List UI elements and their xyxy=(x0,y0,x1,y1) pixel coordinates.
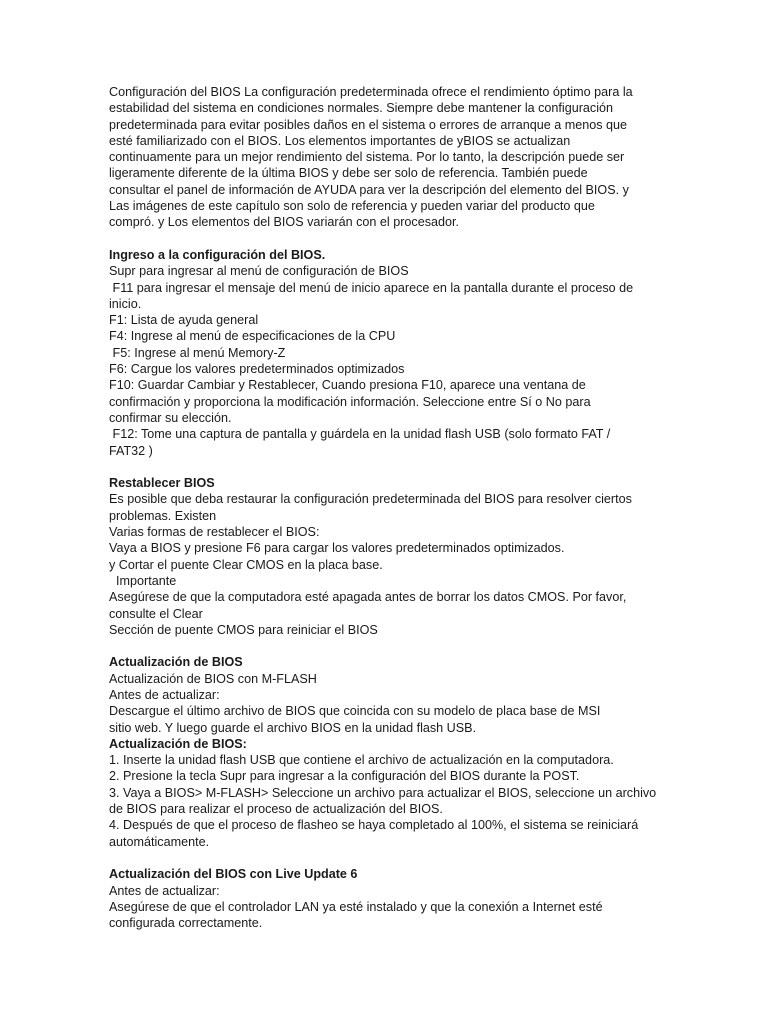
text-line: confirmar su elección. xyxy=(109,410,232,425)
text-line: 3. Vaya a BIOS> M-FLASH> Seleccione un archivo para actualizar el BIOS, seleccione un archivo xyxy=(109,785,657,800)
section-heading: Restablecer BIOS xyxy=(109,476,215,491)
text-line: Las imágenes de este capítulo son solo de referencia y pueden variar del producto que xyxy=(109,199,595,214)
spacer xyxy=(109,638,668,654)
text-line: Varias formas de restablecer el BIOS: xyxy=(109,525,320,540)
text-line: Antes de actualizar: xyxy=(109,687,220,702)
text-line: 2. Presione la tecla Supr para ingresar a la configuración del BIOS durante la POST. xyxy=(109,769,580,784)
text-line: Actualización de BIOS con M-FLASH xyxy=(109,671,317,686)
text-line: Antes de actualizar: xyxy=(109,883,220,898)
section-live-update xyxy=(109,866,668,931)
text-line: Vaya a BIOS y presione F6 para cargar los valores predeterminados optimizados. xyxy=(109,541,565,556)
text-line: y Cortar el puente Clear CMOS en la placa base. xyxy=(109,557,383,572)
text-line: predeterminada para evitar posibles daños en el sistema o errores de arranque a menos que xyxy=(109,117,628,132)
text-line: F6: Cargue los valores predeterminados optimizados xyxy=(109,362,405,377)
section-ingreso xyxy=(109,247,668,459)
text-line: Importante xyxy=(109,573,177,588)
section-heading: Actualización de BIOS xyxy=(109,655,243,670)
text-line: F1: Lista de ayuda general xyxy=(109,313,259,328)
text-line: consulte el Clear xyxy=(109,606,203,621)
text-line: de BIOS para realizar el proceso de actualización del BIOS. xyxy=(109,802,443,817)
text-line: problemas. Existen xyxy=(109,508,217,523)
text-line: esté familiarizado con el BIOS. Los elementos importantes de yBIOS se actualizan xyxy=(109,133,571,148)
text-line: FAT32 ) xyxy=(109,443,153,458)
text-line: confirmación y proporciona la modificación información. Seleccione entre Sí o No para xyxy=(109,394,591,409)
intro-paragraph xyxy=(109,84,668,231)
text-line: Es posible que deba restaurar la configuración predeterminada del BIOS para resolver ciertos xyxy=(109,492,632,507)
text-line: continuamente para un mejor rendimiento del sistema. Por lo tanto, la descripción puede ser xyxy=(109,150,625,165)
text-line: Descargue el último archivo de BIOS que coincida con su modelo de placa base de MSI xyxy=(109,704,601,719)
text-line: Asegúrese de que el controlador LAN ya esté instalado y que la conexión a Internet esté xyxy=(109,899,603,914)
text-line: Supr para ingresar al menú de configuración de BIOS xyxy=(109,264,409,279)
spacer xyxy=(109,850,668,866)
section-heading: Actualización del BIOS con Live Update 6 xyxy=(109,867,358,882)
text-line: Configuración del BIOS La configuración predeterminada ofrece el rendimiento óptimo para la xyxy=(109,85,633,99)
text-line: F5: Ingrese al menú Memory-Z xyxy=(109,345,286,360)
text-line: estabilidad del sistema en condiciones normales. Siempre debe mantener la configuración xyxy=(109,101,614,116)
text-line: ligeramente diferente de la última BIOS y debe ser solo de referencia. También puede xyxy=(109,166,588,181)
section-actualizacion xyxy=(109,654,668,850)
section-heading: Ingreso a la configuración del BIOS. xyxy=(109,247,326,262)
section-restablecer xyxy=(109,475,668,638)
section-subheading: Actualización de BIOS: xyxy=(109,736,247,751)
text-line: F11 para ingresar el mensaje del menú de inicio aparece en la pantalla durante el proceso de xyxy=(109,280,634,295)
text-line: consultar el panel de información de AYUDA para ver la descripción del elemento del BIOS. y xyxy=(109,182,629,197)
text-line: inicio. xyxy=(109,296,142,311)
text-line: automáticamente. xyxy=(109,834,210,849)
text-line: 1. Inserte la unidad flash USB que contiene el archivo de actualización en la computadora. xyxy=(109,753,614,768)
text-line: configurada correctamente. xyxy=(109,916,263,931)
text-line: F10: Guardar Cambiar y Restablecer, Cuando presiona F10, aparece una ventana de xyxy=(109,378,586,393)
text-line: Sección de puente CMOS para reiniciar el BIOS xyxy=(109,622,378,637)
text-line: compró. y Los elementos del BIOS variarán con el procesador. xyxy=(109,215,460,230)
text-line: F4: Ingrese al menú de especificaciones de la CPU xyxy=(109,329,396,344)
spacer xyxy=(109,459,668,475)
text-line: 4. Después de que el proceso de flasheo se haya completado al 100%, el sistema se reiniciará xyxy=(109,818,639,833)
text-line: Asegúrese de que la computadora esté apagada antes de borrar los datos CMOS. Por favor, xyxy=(109,590,627,605)
spacer xyxy=(109,231,668,247)
text-line: sitio web. Y luego guarde el archivo BIOS en la unidad flash USB. xyxy=(109,720,477,735)
text-line: F12: Tome una captura de pantalla y guárdela en la unidad flash USB (solo formato FAT / xyxy=(109,427,611,442)
